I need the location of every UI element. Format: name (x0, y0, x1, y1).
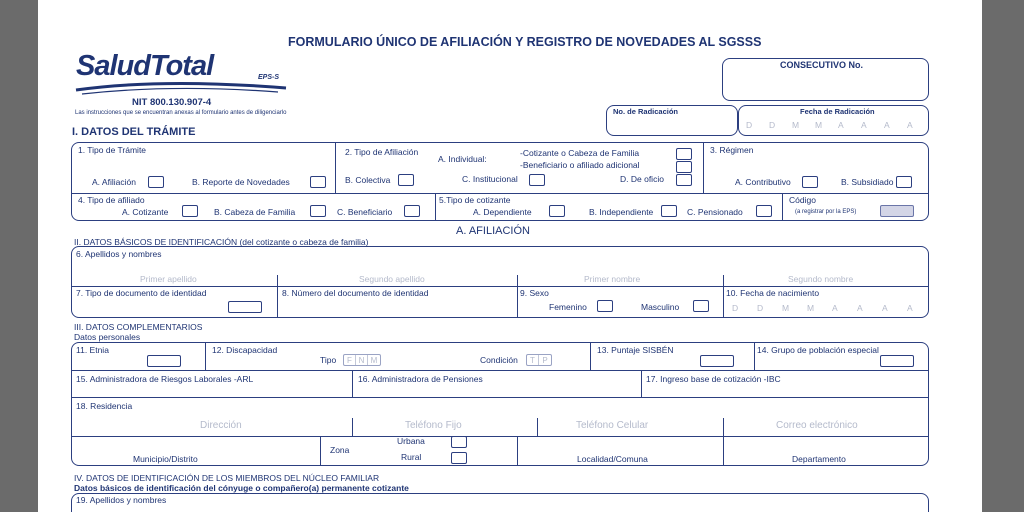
beneficiario-label: C. Beneficiario (337, 207, 393, 217)
correo-placeholder[interactable]: Correo electrónico (776, 420, 858, 431)
date-letter: D (757, 303, 764, 313)
telefono-fijo-placeholder[interactable]: Teléfono Fijo (405, 420, 462, 431)
numero-documento-label: 8. Número del documento de identidad (282, 288, 429, 298)
date-letter: A (857, 303, 863, 313)
date-letter: M (782, 303, 790, 313)
date-letter: A (882, 303, 888, 313)
dependiente-checkbox[interactable] (549, 205, 565, 217)
tipo-option[interactable]: M (370, 356, 378, 365)
primer-nombre-placeholder[interactable]: Primer nombre (584, 274, 641, 284)
de-oficio-label: D. De oficio (620, 174, 664, 184)
consecutivo-label: CONSECUTIVO No. (780, 60, 864, 70)
colectiva-checkbox[interactable] (398, 174, 414, 186)
subsidiado-checkbox[interactable] (896, 176, 912, 188)
pensiones-label: 16. Administradora de Pensiones (358, 374, 483, 384)
tipo-cotizante-label: 5.Tipo de cotizante (439, 195, 511, 205)
date-letter: D (746, 120, 753, 130)
fecha-radicacion-label: Fecha de Radicación (800, 107, 875, 116)
fecha-nacimiento-date[interactable] (724, 304, 929, 316)
salud-total-logo (72, 50, 292, 100)
condicion-option[interactable]: T (527, 355, 539, 365)
date-letter: D (769, 120, 776, 130)
independiente-label: B. Independiente (589, 207, 654, 217)
apellidos-nombres-label: 6. Apellidos y nombres (76, 249, 162, 259)
condicion-option[interactable]: P (542, 356, 548, 365)
cotizante-cabeza-label: -Cotizante o Cabeza de Familia (520, 148, 640, 158)
fecha-nacimiento-label: 10. Fecha de nacimiento (726, 288, 820, 298)
zona-label: Zona (330, 445, 350, 455)
primer-apellido-placeholder[interactable]: Primer apellido (140, 274, 197, 284)
subsidiado-label: B. Subsidiado (841, 177, 894, 187)
codigo-label: Código (789, 195, 816, 205)
date-letter: M (792, 120, 800, 130)
date-letter: A (907, 120, 913, 130)
rural-checkbox[interactable] (451, 452, 467, 464)
grupo-poblacion-label: 14. Grupo de población especial (757, 345, 879, 355)
date-letter: A (832, 303, 838, 313)
section-2-title: II. DATOS BÁSICOS DE IDENTIFICACIÓN (del cotizante o cabeza de familia) (74, 237, 369, 247)
logo-text: SaludTotal (76, 50, 214, 82)
discapacidad-label: 12. Discapacidad (212, 345, 278, 355)
individual-label: A. Individual: (438, 154, 487, 164)
instructions-note: Las instrucciones que se encuentran anexas al formulario antes de diligenciarlo (75, 110, 287, 116)
beneficiario-checkbox[interactable] (404, 205, 420, 217)
cabeza-familia-label: B. Cabeza de Familia (214, 207, 296, 217)
fecha-radicacion-date (738, 121, 929, 133)
sexo-label: 9. Sexo (520, 288, 549, 298)
cabeza-familia-checkbox[interactable] (310, 205, 326, 217)
radicacion-label: No. de Radicación (613, 107, 679, 116)
nit-number: NIT 800.130.907-4 (132, 97, 212, 108)
de-oficio-checkbox[interactable] (676, 174, 692, 186)
date-letter: M (807, 303, 815, 313)
cotizante-checkbox[interactable] (182, 205, 198, 217)
afiliacion-option-label: A. Afiliación (92, 177, 136, 187)
ibc-label: 17. Ingreso base de cotización -IBC (646, 374, 781, 384)
segundo-apellido-placeholder[interactable]: Segundo apellido (359, 274, 425, 284)
afiliacion-heading: A. AFILIACIÓN (456, 225, 530, 237)
femenino-label: Femenino (549, 302, 587, 312)
contributivo-checkbox[interactable] (802, 176, 818, 188)
codigo-note: (a registrar por la EPS) (795, 209, 857, 215)
sisben-label: 13. Puntaje SISBÉN (597, 345, 674, 355)
femenino-checkbox[interactable] (597, 300, 613, 312)
beneficiario-adicional-label: -Beneficiario o afiliado adicional (520, 160, 640, 170)
localidad-label: Localidad/Comuna (577, 454, 648, 464)
dependiente-label: A. Dependiente (473, 207, 532, 217)
pensionado-label: C. Pensionado (687, 207, 743, 217)
reporte-option-label: B. Reporte de Novedades (192, 177, 290, 187)
apellidos-nombres-19-label: 19. Apellidos y nombres (76, 495, 167, 505)
date-letter: A (884, 120, 890, 130)
institucional-label: C. Institucional (462, 174, 518, 184)
tipo-documento-field[interactable] (228, 301, 262, 313)
rural-label: Rural (401, 452, 422, 462)
segundo-nombre-placeholder[interactable]: Segundo nombre (788, 274, 854, 284)
direccion-placeholder[interactable]: Dirección (200, 420, 242, 431)
codigo-field[interactable] (880, 205, 914, 217)
telefono-celular-placeholder[interactable]: Teléfono Celular (576, 420, 649, 431)
municipio-label: Municipio/Distrito (133, 454, 198, 464)
discapacidad-condicion-selector[interactable] (526, 354, 552, 366)
tipo-documento-label: 7. Tipo de documento de identidad (76, 288, 207, 298)
arl-label: 15. Administradora de Riesgos Laborales -ARL (76, 374, 254, 384)
masculino-label: Masculino (641, 302, 680, 312)
contributivo-label: A. Contributivo (735, 177, 791, 187)
section-3-title: III. DATOS COMPLEMENTARIOS (74, 322, 203, 332)
tipo-option[interactable]: F (344, 355, 356, 365)
independiente-checkbox[interactable] (661, 205, 677, 217)
tipo-tramite-label: 1. Tipo de Trámite (78, 145, 147, 155)
beneficiario-adicional-checkbox[interactable] (676, 161, 692, 173)
cotizante-label: A. Cotizante (122, 207, 169, 217)
tipo-label: Tipo (320, 355, 337, 365)
form-title: FORMULARIO ÚNICO DE AFILIACIÓN Y REGISTRO DE NOVEDADES AL SGSSS (288, 35, 762, 49)
etnia-label: 11. Etnia (76, 345, 109, 355)
afiliacion-checkbox[interactable] (148, 176, 164, 188)
sisben-field[interactable] (700, 355, 734, 367)
grupo-poblacion-field[interactable] (880, 355, 914, 367)
section-4-subtitle: Datos básicos de identificación del cónyuge o compañero(a) permanente cotizante (74, 483, 409, 493)
discapacidad-tipo-selector[interactable] (343, 354, 381, 366)
institucional-checkbox[interactable] (529, 174, 545, 186)
nucleo-familiar-box (71, 493, 929, 512)
departamento-label: Departamento (792, 454, 846, 464)
date-letter: A (861, 120, 867, 130)
urbana-checkbox[interactable] (451, 436, 467, 448)
residencia-label: 18. Residencia (76, 401, 133, 411)
colectiva-label: B. Colectiva (345, 175, 391, 185)
tipo-afiliado-label: 4. Tipo de afiliado (78, 195, 145, 205)
urbana-label: Urbana (397, 436, 425, 446)
etnia-field[interactable] (147, 355, 181, 367)
masculino-checkbox[interactable] (693, 300, 709, 312)
section-1-title: I. DATOS DEL TRÁMITE (72, 126, 196, 138)
pensionado-checkbox[interactable] (756, 205, 772, 217)
section-3-subtitle: Datos personales (74, 332, 141, 342)
date-letter: D (732, 303, 739, 313)
date-letter: M (815, 120, 823, 130)
logo-suffix: EPS-S (258, 74, 280, 81)
reporte-checkbox[interactable] (310, 176, 326, 188)
tipo-option[interactable]: N (356, 355, 368, 365)
condicion-label: Condición (480, 355, 518, 365)
regimen-label: 3. Régimen (710, 145, 754, 155)
form-page (38, 0, 982, 512)
cotizante-cabeza-checkbox[interactable] (676, 148, 692, 160)
date-letter: A (838, 120, 844, 130)
date-letter: A (907, 303, 913, 313)
tipo-afiliacion-label: 2. Tipo de Afiliación (345, 147, 419, 157)
section-4-title: IV. DATOS DE IDENTIFICACIÓN DE LOS MIEMBROS DEL NÚCLEO FAMILIAR (74, 473, 380, 483)
